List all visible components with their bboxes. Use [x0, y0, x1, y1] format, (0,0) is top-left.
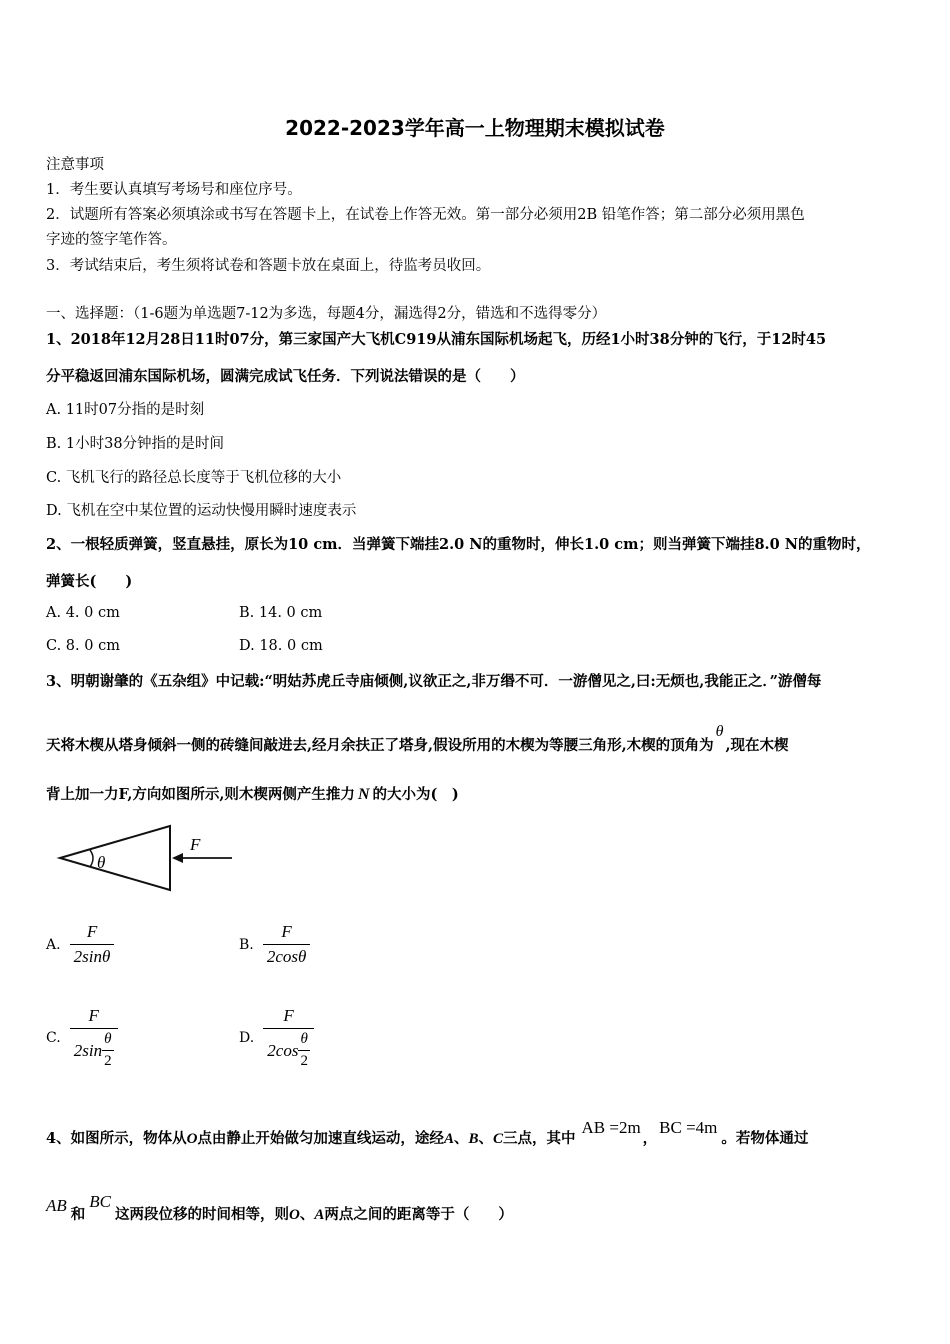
- bc-equation: BC =4m: [659, 1118, 718, 1137]
- numerator: F: [283, 1006, 294, 1025]
- q4-stem-text: 和: [70, 1206, 86, 1223]
- page-title: 2022-2023学年高一上物理期末模拟试卷: [285, 116, 665, 140]
- q3-option-c[interactable]: [46, 1006, 118, 1070]
- angle-label: θ: [97, 853, 106, 872]
- q4-stem-text: 。若物体通过: [721, 1130, 809, 1147]
- numerator: θ: [300, 1031, 308, 1047]
- notice-item: 2．试题所有答案必须填涂或书写在答题卡上，在试卷上作答无效。第一部分必须用2B 铅笔作答；第二部分必须用黑色: [46, 207, 805, 223]
- q4-stem-line2: [46, 1192, 513, 1224]
- angle-arc: [90, 850, 93, 867]
- q2-option-a[interactable]: A. 4. 0 cm: [46, 605, 120, 621]
- q4-stem-text: 两点之间的距离等于（ ）: [324, 1206, 513, 1223]
- q2-stem-line2: 弹簧长( ): [46, 573, 133, 590]
- option-label: C.: [46, 1030, 61, 1046]
- q1-option-b[interactable]: B. 1小时38分钟指的是时间: [46, 436, 225, 452]
- ab-symbol: AB: [46, 1196, 67, 1215]
- theta-symbol: θ: [715, 723, 724, 740]
- q3-option-a[interactable]: [46, 922, 114, 967]
- denominator-text: 2cos: [267, 1040, 299, 1060]
- point-a: A: [443, 1131, 454, 1147]
- q3-stem-line2: [46, 723, 789, 755]
- denominator: 2sinθ: [70, 944, 115, 967]
- separator: 、: [478, 1130, 493, 1147]
- point-o: O: [289, 1207, 300, 1223]
- separator: 、: [299, 1206, 315, 1223]
- wedge-triangle: [60, 826, 170, 890]
- q3-stem-text: 的大小为( ): [372, 786, 459, 803]
- point-c: C: [492, 1131, 503, 1147]
- q1-option-a[interactable]: A. 11时07分指的是时刻: [46, 402, 205, 418]
- fraction: [263, 1006, 314, 1070]
- denominator: 2: [298, 1050, 310, 1070]
- option-label: D.: [239, 1030, 255, 1046]
- notice-item: 字迹的签字笔作答。: [46, 232, 177, 248]
- q3-option-b[interactable]: [239, 922, 310, 967]
- q4-stem-text: 4、如图所示，物体从: [46, 1130, 187, 1147]
- fraction: [70, 1006, 118, 1070]
- q4-stem-line1: [46, 1118, 809, 1148]
- q3-stem-line1: 3、明朝谢肇的《五杂组》中记载:“明姑苏虎丘寺庙倾侧,议欲正之,非万缗不可．一游僧见之,曰:无烦也,我能正之．”游僧每: [46, 673, 822, 690]
- notice-heading: 注意事项: [46, 157, 104, 173]
- q1-stem-line1: 1、2018年12月28日11时07分，第三家国产大飞机C919从浦东国际机场起飞，历经1小时38分钟的飞行，于12时45: [46, 331, 827, 348]
- q1-option-d[interactable]: D. 飞机在空中某位置的运动快慢用瞬时速度表示: [46, 503, 357, 519]
- numerator: F: [88, 1006, 99, 1025]
- n-symbol: N: [357, 786, 370, 803]
- ab-equation: AB =2m: [581, 1118, 641, 1137]
- notice-item: 1．考生要认真填写考场号和座位序号。: [46, 182, 302, 198]
- fraction: [263, 922, 311, 967]
- bc-symbol: BC: [89, 1192, 112, 1211]
- q2-option-d[interactable]: D. 18. 0 cm: [239, 638, 323, 654]
- separator: ，: [642, 1130, 658, 1147]
- q3-stem-text: ,现在木楔: [725, 737, 789, 754]
- fraction: [70, 922, 115, 967]
- q4-stem-text: 这两段位移的时间相等，则: [115, 1206, 290, 1223]
- denominator: [70, 1028, 118, 1070]
- section-heading: 一、选择题：（1-6题为单选题7-12为多选，每题4分，漏选得2分，错选和不选得零分）: [46, 306, 607, 322]
- option-label: B.: [239, 936, 254, 953]
- wedge-figure: [44, 812, 244, 902]
- denominator: 2: [102, 1050, 114, 1070]
- half-angle-fraction: [298, 1031, 310, 1070]
- point-a: A: [314, 1207, 325, 1223]
- q3-stem-text: 背上加一力F,方向如图所示,则木楔两侧产生推力: [46, 786, 355, 803]
- q4-stem-text: 三点，其中: [502, 1130, 576, 1147]
- q4-stem-text: 点由静止开始做匀加速直线运动，途经: [197, 1130, 444, 1147]
- denominator-text: 2sin: [73, 1040, 103, 1060]
- half-angle-fraction: [102, 1031, 114, 1070]
- q3-stem-text: 天将木楔从塔身倾斜一侧的砖缝间敲进去,经月余扶正了塔身,假设所用的木楔为等腰三角形,木楔的顶角为: [46, 737, 714, 754]
- q2-stem-line1: 2、一根轻质弹簧，竖直悬挂，原长为10 cm．当弹簧下端挂2.0 N的重物时，伸长1.0 cm；则当弹簧下端挂8.0 N的重物时，: [46, 536, 871, 553]
- denominator: [263, 1028, 314, 1070]
- q1-option-c[interactable]: C. 飞机飞行的路径总长度等于飞机位移的大小: [46, 470, 342, 486]
- numerator: F: [281, 922, 292, 941]
- q2-option-c[interactable]: C. 8. 0 cm: [46, 638, 120, 654]
- point-b: B: [468, 1131, 479, 1147]
- point-o: O: [186, 1131, 198, 1147]
- force-arrowhead: [172, 853, 183, 863]
- numerator: F: [86, 922, 98, 941]
- option-label: A.: [46, 936, 61, 953]
- notice-item: 3．考试结束后，考生须将试卷和答题卡放在桌面上，待监考员收回。: [46, 258, 491, 274]
- q1-stem-line2: 分平稳返回浦东国际机场，圆满完成试飞任务．下列说法错误的是（ ）: [46, 368, 525, 385]
- separator: 、: [453, 1130, 469, 1147]
- q3-stem-line3: [46, 783, 459, 804]
- q2-option-b[interactable]: B. 14. 0 cm: [239, 605, 323, 621]
- numerator: θ: [104, 1031, 112, 1047]
- force-label: F: [190, 835, 201, 854]
- denominator: 2cosθ: [263, 944, 311, 967]
- q3-option-d[interactable]: [239, 1006, 314, 1070]
